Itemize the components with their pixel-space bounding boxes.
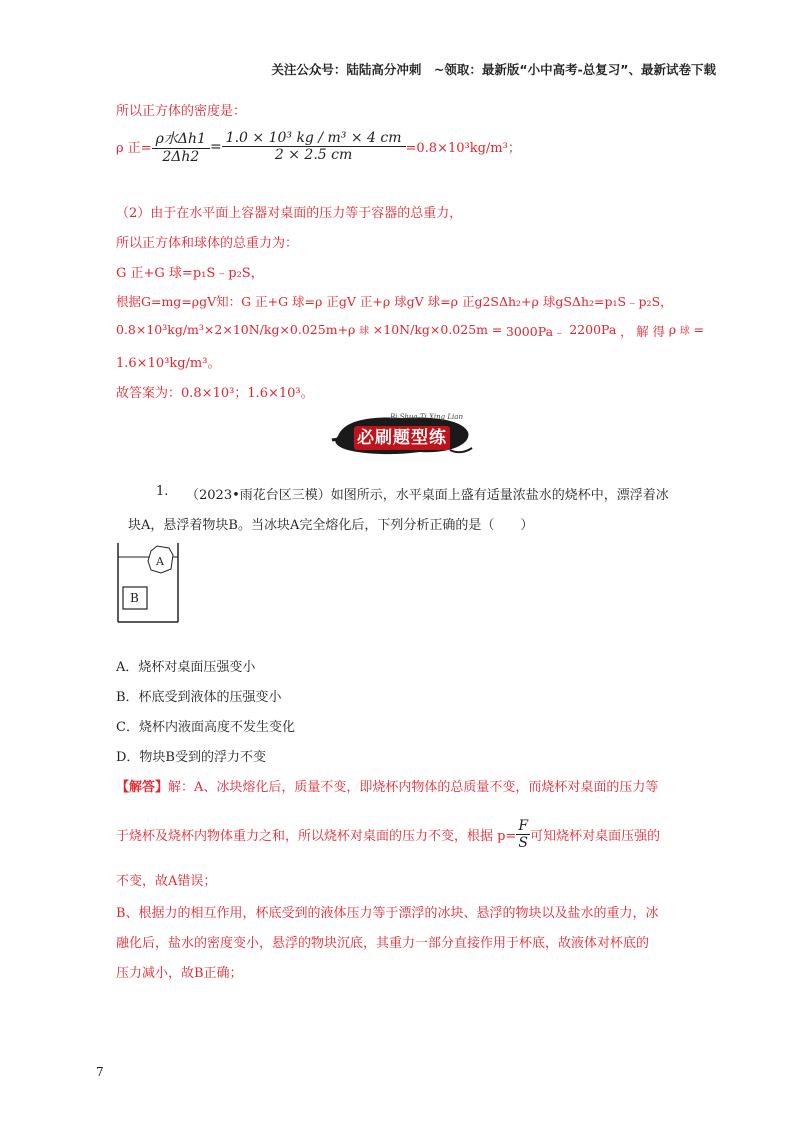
part2-line7: 故答案为：0.8×10³；1.6×10³。 bbox=[116, 386, 314, 401]
line5-token: ρ bbox=[668, 322, 677, 337]
line5-token: ， bbox=[620, 324, 633, 339]
answer-line2 bbox=[116, 818, 660, 851]
answer-text-1: 解：A、冰块熔化后，质量不变，即烧杯内物体的总质量不变，而烧杯对桌面的压力等 bbox=[168, 780, 659, 795]
line5-token: 球 bbox=[359, 326, 370, 337]
question-number: 1. bbox=[156, 484, 169, 499]
beaker-diagram bbox=[117, 543, 179, 623]
answer-tag: 【解答】 bbox=[116, 780, 169, 795]
density-result: =0.8×10³kg/m³； bbox=[405, 141, 521, 156]
option-c: C．烧杯内液面高度不发生变化 bbox=[116, 720, 295, 735]
density-formula bbox=[116, 128, 521, 165]
ice-block-label: A bbox=[156, 555, 164, 568]
question-line2: 块A，悬浮着物块B。当冰块A完全熔化后，下列分析正确的是（ ） bbox=[128, 518, 534, 533]
question-line1: （2023•雨花台区三模）如图所示，水平桌面上盛有适量浓盐水的烧杯中，漂浮着冰 bbox=[186, 488, 669, 503]
part2-line5 bbox=[116, 322, 704, 340]
part2-line4: 根据G=mg=ρgV知：G 正+G 球=ρ 正gV 正+ρ 球gV 球=ρ 正g2SΔh₂+ρ 球gSΔh₂=p₁S﹣p₂S， bbox=[116, 294, 673, 309]
option-b: B．杯底受到液体的压强变小 bbox=[116, 690, 282, 705]
formula-prefix: ρ 正= bbox=[116, 141, 152, 156]
line5-token: = bbox=[693, 322, 704, 337]
part2-line6: 1.6×10³kg/m³。 bbox=[116, 356, 221, 371]
fraction-symbolic-numerator: ρ水Δh1 bbox=[152, 128, 210, 149]
part2-line2: 所以正方体和球体的总重力为： bbox=[116, 236, 299, 251]
block-b-label: B bbox=[130, 591, 139, 605]
part2-line1: （2）由于在水平面上容器对桌面的压力等于容器的总重力， bbox=[116, 206, 463, 221]
pressure-fraction bbox=[516, 818, 530, 851]
option-d: D．物块B受到的浮力不变 bbox=[116, 750, 266, 765]
fraction-numeric-denominator: 2 × 2.5 cm bbox=[274, 147, 353, 163]
part2-line3: G 正+G 球=p₁S﹣p₂S， bbox=[116, 266, 264, 281]
line5-token: 球 bbox=[679, 326, 690, 337]
equals-sign: = bbox=[209, 138, 222, 155]
fraction-numeric-numerator: 1.0 × 10³ kg / m³ × 4 cm bbox=[222, 130, 406, 147]
pressure-denominator: S bbox=[518, 835, 529, 851]
page-header: 关注公众号：陆陆高分冲刺 ~领取：最新版“小中高考-总复习”、最新试卷下载 bbox=[271, 62, 716, 77]
line5-token: 解 bbox=[636, 324, 649, 339]
answer-line3: 不变，故A错误； bbox=[116, 874, 217, 889]
answer-text-2b: 可知烧杯对桌面压强的 bbox=[530, 829, 661, 844]
line5-token: = bbox=[491, 322, 503, 337]
line5-token: 3000Pa﹣ bbox=[505, 324, 566, 339]
answer-line5: 融化后，盐水的密度变小，悬浮的物块沉底，其重力一部分直接作用于杯底，故液体对杯底的 bbox=[116, 936, 650, 951]
fraction-numeric bbox=[222, 130, 406, 163]
density-intro: 所以正方体的密度是： bbox=[116, 104, 247, 119]
line5-token: 0.8×10³kg/m³×2×10N/kg×0.025m+ρ bbox=[116, 322, 356, 337]
banner-title: 必刷题型练 bbox=[357, 428, 447, 448]
section-banner bbox=[330, 410, 474, 460]
pressure-numerator: F bbox=[518, 818, 529, 834]
answer-line4: B、根据力的相互作用，杯底受到的液体压力等于漂浮的冰块、悬浮的物块以及盐水的重力，冰 bbox=[116, 906, 659, 921]
fraction-symbolic bbox=[152, 128, 210, 165]
answer-line1 bbox=[116, 776, 658, 795]
beaker-figure bbox=[117, 543, 179, 623]
line5-token: ×10N/kg×0.025m bbox=[372, 322, 489, 337]
option-a: A．烧杯对桌面压强变小 bbox=[116, 660, 256, 675]
answer-text-2a: 于烧杯及烧杯内物体重力之和，所以烧杯对桌面的压力不变，根据 p= bbox=[116, 829, 517, 844]
banner-subtitle: Bi Shua Ti Xing Lian bbox=[390, 413, 463, 421]
page-number: 7 bbox=[96, 1065, 104, 1079]
line5-token: 2200Pa bbox=[569, 322, 617, 337]
fraction-symbolic-denominator: 2Δh2 bbox=[162, 149, 200, 165]
line5-token: 得 bbox=[652, 324, 666, 339]
answer-line6: 压力减小，故B正确； bbox=[116, 966, 243, 981]
